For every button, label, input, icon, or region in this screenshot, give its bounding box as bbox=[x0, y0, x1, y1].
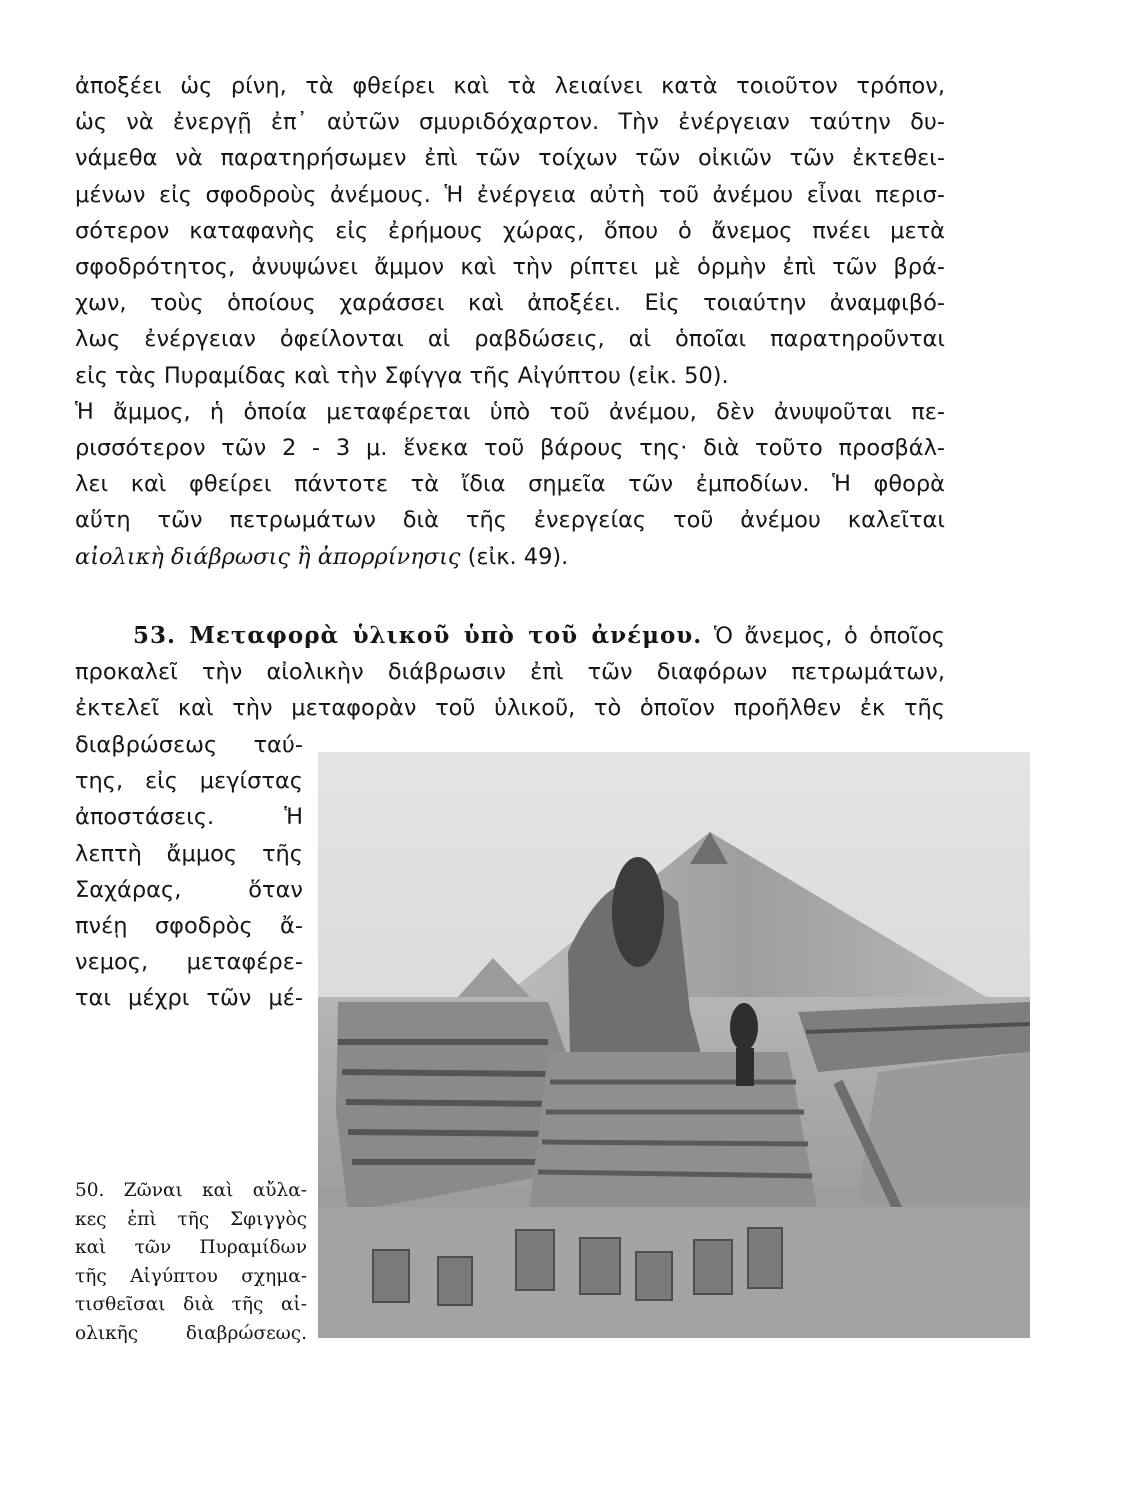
body-line: σφοδρότητος, ἀνυψώνει ἄμμον καὶ τὴν ρίπτει μὲ ὁρμὴν ἐπὶ τῶν βρά- bbox=[75, 254, 945, 281]
body-line-italic-term bbox=[75, 539, 945, 575]
standing-figure bbox=[730, 1003, 758, 1051]
body-line: λει καὶ φθείρει πάντοτε τὰ ἴδια σημεῖα τῶν ἐμποδίων. Ἡ φθορὰ bbox=[75, 471, 945, 498]
side-line: διαβρώσεως ταύ- bbox=[75, 732, 303, 758]
body-line: χων, τοὺς ὁποίους χαράσσει καὶ ἀποξέει. Εἰς τοιαύτην ἀναμφιβό- bbox=[75, 290, 945, 317]
photo-foreground bbox=[318, 1207, 1030, 1338]
sphinx-pyramids-photo bbox=[318, 752, 1030, 1338]
figure-caption bbox=[75, 1177, 307, 1348]
body-line: αὕτη τῶν πετρωμάτων διὰ τῆς ἐνεργείας τοῦ ἀνέμου καλεῖται bbox=[75, 507, 945, 534]
body-line: σότερον καταφανὴς εἰς ἐρήμους χώρας, ὅπου ὁ ἄνεμος πνέει μετὰ bbox=[75, 217, 945, 244]
caption-line: ολικῆς διαβρώσεως. bbox=[75, 1322, 307, 1344]
body-line: εἰς τὰς Πυραμίδας καὶ τὴν Σφίγγα τῆς Αἰγύπτου (εἰκ. 50). bbox=[75, 362, 729, 389]
caption-line: κες ἐπὶ τῆς Σφιγγὸς bbox=[75, 1208, 307, 1230]
body-line: ἀποξέει ὡς ρίνη, τὰ φθείρει καὶ τὰ λειαίνει κατὰ τοιοῦτον τρόπον, bbox=[75, 73, 945, 99]
caption-line: 50. Ζῶναι καὶ αὔλα- bbox=[75, 1180, 307, 1201]
side-line: Σαχάρας, ὅταν bbox=[75, 876, 303, 903]
side-line: νεμος, μεταφέρε- bbox=[75, 949, 303, 976]
section-line bbox=[75, 618, 945, 654]
caption-line: καὶ τῶν Πυραμίδων bbox=[75, 1237, 307, 1258]
body-line: μένων εἰς σφοδροὺς ἀνέμους. Ἡ ἐνέργεια αὐτὴ τοῦ ἀνέμου εἶναι περισ- bbox=[75, 181, 945, 208]
body-line: Ἡ ἄμμος, ἡ ὁποία μεταφέρεται ὑπὸ τοῦ ἀνέμου, δὲν ἀνυψοῦται πε- bbox=[75, 398, 945, 425]
side-line: ται μέχρι τῶν μέ- bbox=[75, 985, 303, 1012]
side-line: ἀποστάσεις. Ἡ bbox=[75, 804, 303, 831]
side-line: λεπτὴ ἄμμος τῆς bbox=[75, 840, 303, 867]
sphinx-chest bbox=[528, 1052, 818, 1222]
body-line: λως ἐνέργειαν ὀφείλονται αἱ ραβδώσεις, αἱ ὁποῖαι παρατηροῦνται bbox=[75, 326, 945, 353]
italic-term: αἰολικὴ διάβρωσις ἢ ἀπορρίνησις bbox=[75, 543, 461, 570]
caption-line: τῆς Αἰγύπτου σχημα- bbox=[75, 1265, 307, 1287]
section-53 bbox=[75, 618, 945, 727]
side-line: πνέῃ σφοδρὸς ἄ- bbox=[75, 913, 303, 940]
body-paragraph bbox=[75, 68, 945, 575]
caption-line: τισθεῖσαι διὰ τῆς αἰ- bbox=[75, 1294, 307, 1315]
section-line: ἐκτελεῖ καὶ τὴν μεταφορὰν τοῦ ὑλικοῦ, τὸ ὁποῖον προῆλθεν ἐκ τῆς bbox=[75, 695, 945, 722]
section-text: Ὁ ἄνεμος, ὁ ὁποῖος bbox=[702, 623, 945, 649]
body-line: νάμεθα νὰ παρατηρήσωμεν ἐπὶ τῶν τοίχων τῶν οἰκιῶν τῶν ἐκτεθει- bbox=[75, 145, 945, 172]
side-line: της, εἰς μεγίστας bbox=[75, 768, 303, 795]
figure-reference: (εἰκ. 49). bbox=[460, 543, 569, 570]
side-text-column bbox=[75, 727, 303, 1017]
section-line: προκαλεῖ τὴν αἰολικὴν διάβρωσιν ἐπὶ τῶν διαφόρων πετρωμάτων, bbox=[75, 659, 945, 686]
body-line: ὡς νὰ ἐνεργῇ ἐπ᾿ αὐτῶν σμυριδόχαρτον. Τὴν ἐνέργειαν ταύτην δυ- bbox=[75, 109, 945, 136]
section-heading: 53. Μεταφορὰ ὑλικοῦ ὑπὸ τοῦ ἀνέμου. bbox=[133, 622, 703, 649]
photo-illustration bbox=[318, 752, 1030, 1338]
body-line: ρισσότερον τῶν 2 - 3 μ. ἕνεκα τοῦ βάρους της· διὰ τοῦτο προσβάλ- bbox=[75, 435, 945, 462]
